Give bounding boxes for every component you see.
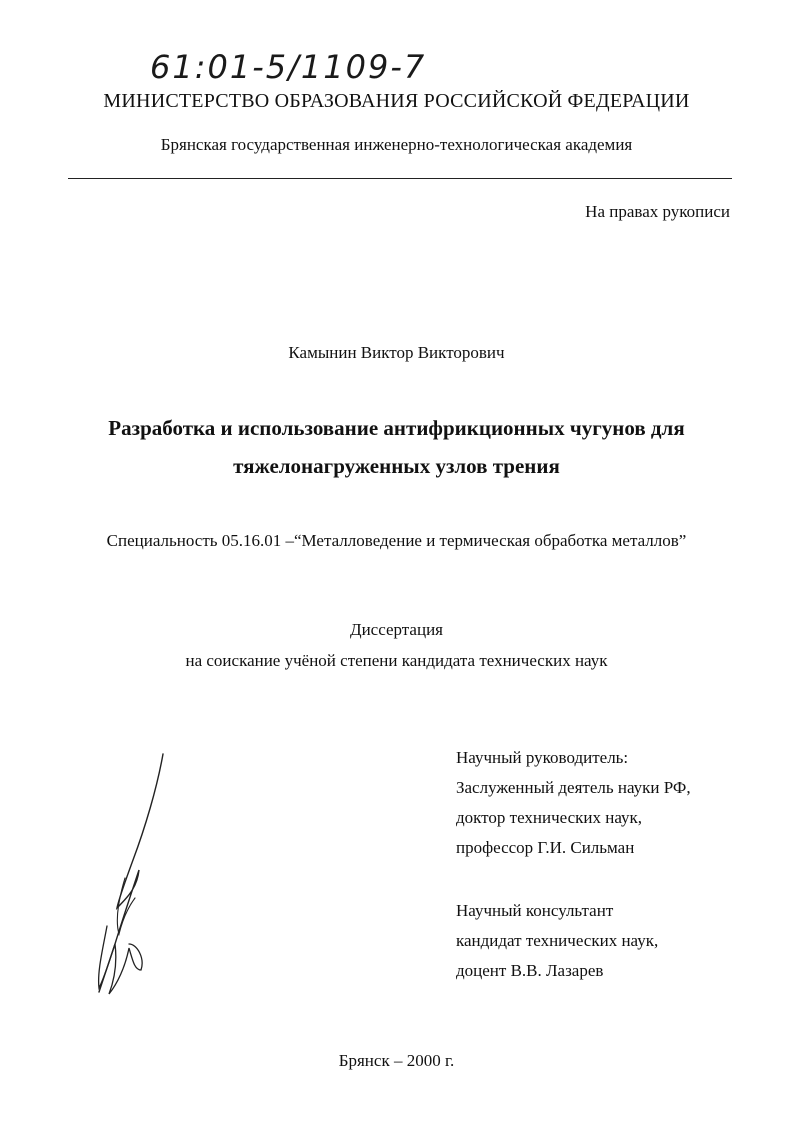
advisor-heading: Научный руководитель: bbox=[456, 748, 629, 767]
academy-name: Брянская государственная инженерно-технологическая академия bbox=[160, 135, 633, 154]
ministry-heading: МИНИСТЕРСТВО ОБРАЗОВАНИЯ РОССИЙСКОЙ ФЕДЕРАЦИИ bbox=[103, 90, 690, 112]
consultant-block bbox=[456, 896, 658, 986]
archive-number: 61:01-5/1109-7 bbox=[150, 48, 427, 86]
consultant-name: доцент В.В. Лазарев bbox=[456, 961, 604, 980]
dissertation-label: Диссертация bbox=[349, 620, 443, 639]
thesis-title-line-1: Разработка и использование антифрикционных чугунов для bbox=[108, 416, 685, 440]
consultant-degree: кандидат технических наук, bbox=[456, 931, 659, 950]
manuscript-note: На правах рукописи bbox=[585, 202, 730, 221]
advisor-degree: доктор технических наук, bbox=[456, 808, 643, 827]
degree-description: на соискание учёной степени кандидата технических наук bbox=[185, 651, 608, 670]
author-name: Камынин Виктор Викторович bbox=[288, 343, 505, 362]
advisor-title: Заслуженный деятель науки РФ, bbox=[456, 778, 691, 797]
header-divider bbox=[68, 178, 732, 179]
advisor-block bbox=[456, 743, 691, 863]
consultant-heading: Научный консультант bbox=[456, 901, 614, 920]
handwritten-signature bbox=[85, 748, 175, 1008]
thesis-title-line-2: тяжелонагруженных узлов трения bbox=[233, 454, 560, 478]
city-year: Брянск – 2000 г. bbox=[338, 1051, 455, 1070]
advisor-name: профессор Г.И. Сильман bbox=[456, 838, 635, 857]
specialty-line: Специальность 05.16.01 –“Металловедение и термическая обработка металлов” bbox=[106, 531, 687, 550]
